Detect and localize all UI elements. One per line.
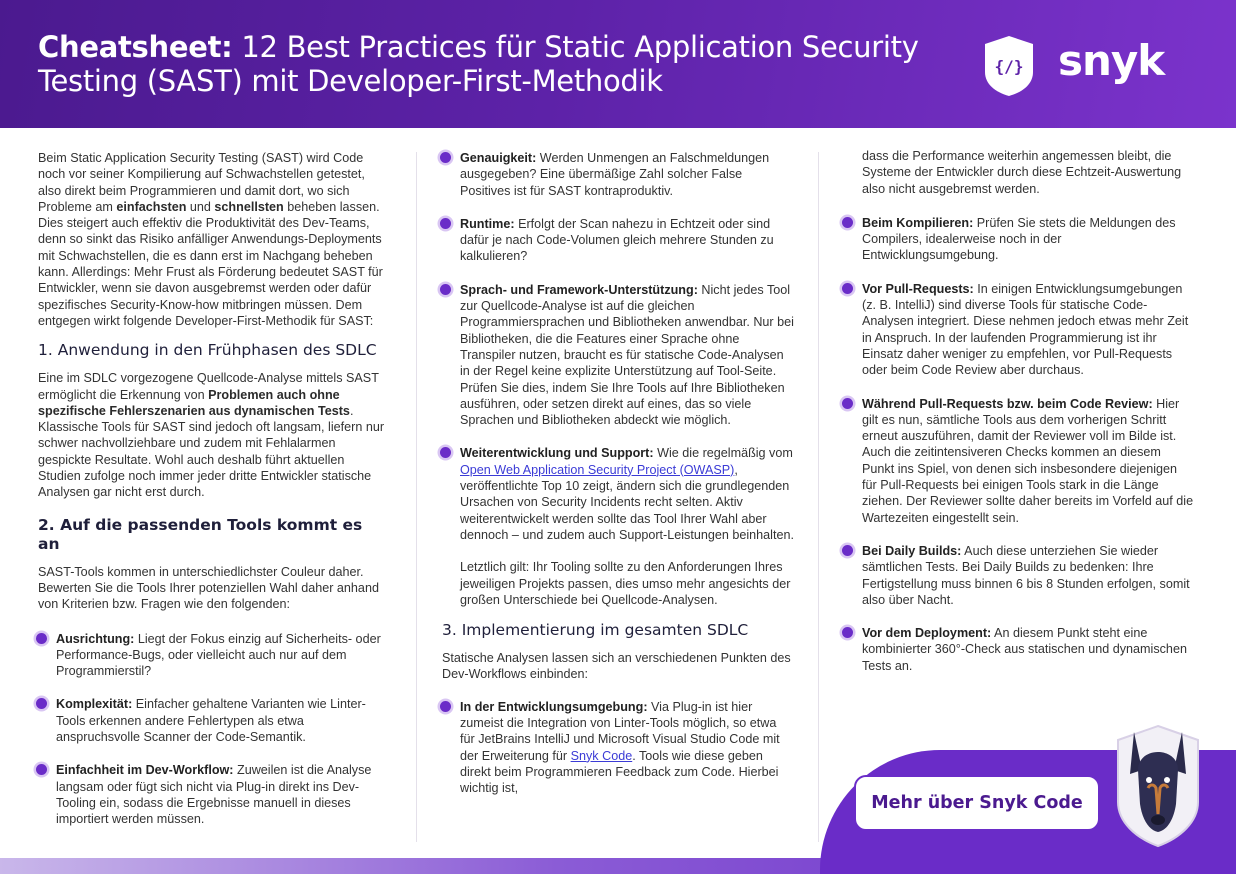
- section-heading-3: 3. Implementierung im gesamten SDLC: [442, 621, 749, 640]
- header-banner: [0, 0, 1236, 128]
- bullet-einfachheit: Einfachheit im Dev-Workflow: Zuweilen ist die Analyse langsam oder fügt sich nicht via Plug-in direkt ins Dev-Tooling ein, sodass die Ergebnisse manuell in dieses importiert werden müssen.: [38, 762, 388, 827]
- column-1: [38, 150, 388, 845]
- bullet-code-review: Während Pull-Requests bzw. beim Code Review: Hier gilt es nun, sämtliche Tools aus dem vorherigen Schritt erneut auszuführen, damit der Reviewer voll im Bilde ist. Auch die zeitintensiveren Checks kommen an diesem Punkt ins Spiel, von denen sich insbesondere diejenigen für Pull-Requests bei einigen Tools stark in die Länge ziehen. Der Reviewer sollte daher bereits im Vorfeld auf die Wartezeiten eingestellt sein.: [844, 396, 1194, 526]
- bullet-komplexitaet: Komplexität: Einfacher gehaltene Varianten wie Linter-Tools erkennen andere Fehlertypen als etwa anspruchsvolle Scanner der Code-Semantik.: [38, 696, 388, 745]
- bullet-deployment: Vor dem Deployment: An diesem Punkt steht eine kombinierter 360°-Check aus statischen und dynamischen Tests an.: [844, 625, 1194, 674]
- continued-text: dass die Performance weiterhin angemessen bleibt, die Systeme der Entwickler durch diese Echtzeit-Auswertung also nicht ausgebremst werden.: [862, 149, 1182, 196]
- title-text: 12 Best Practices für Static Application Security Testing (SAST) mit Developer-First-Methodik: [38, 30, 919, 98]
- bullet-daily-builds: Bei Daily Builds: Auch diese unterziehen Sie wieder sämtlichen Tests. Bei Daily Builds zu bedenken: Ihre Fertigstellung muss binnen 6 bis 8 Stunden erfolgen, somit also über Nacht.: [844, 543, 1194, 608]
- bullet-dot-icon: [842, 217, 853, 228]
- owasp-link[interactable]: Open Web Application Security Project (OWASP): [460, 462, 735, 477]
- page-title: [38, 30, 938, 98]
- bullet-dot-icon: [440, 218, 451, 229]
- bullet-dot-icon: [842, 627, 853, 638]
- column-2: [442, 150, 794, 814]
- cta-button[interactable]: Mehr über Snyk Code: [854, 775, 1100, 831]
- bullet-dot-icon: [36, 633, 47, 644]
- bullet-dot-icon: [842, 398, 853, 409]
- bullet-dot-icon: [440, 152, 451, 163]
- section-heading-2: 2. Auf die passenden Tools kommt es an: [38, 515, 363, 553]
- conclusion-text: Letztlich gilt: Ihr Tooling sollte zu den Anforderungen Ihres jeweiligen Projekts passen, dies umso mehr angesichts der großen Unterschiede bei Quellcode-Analysen.: [460, 560, 791, 607]
- bullet-dot-icon: [842, 545, 853, 556]
- doberman-mascot-icon: [1112, 718, 1204, 848]
- bullet-genauigkeit: Genauigkeit: Werden Unmengen an Falschmeldungen ausgegeben? Eine übermäßige Zahl solcher False Positives ist für SAST kontraproduktiv.: [442, 150, 794, 199]
- bullet-runtime: Runtime: Erfolgt der Scan nahezu in Echtzeit oder sind dafür je nach Code-Volumen gleich mehrere Stunden zu kalkulieren?: [442, 216, 794, 265]
- section-1-text: Eine im SDLC vorgezogene Quellcode-Analyse mittels SAST ermöglicht die Erkennung von Problemen auch ohne spezifische Fehlerszenarien aus dynamischen Tests. Klassische Tools für SAST sind jedoch oft langsam, liefern nur schwer nachvollziehbare und zudem mit Fehlalarmen gespickte Resultate. Wohl auch deshalb führt aktuellen Studien zufolge noch immer jeder dritte Entwickler statische Analysen gar nicht erst durch.: [38, 371, 385, 500]
- bullet-dot-icon: [36, 698, 47, 709]
- section-2-text: SAST-Tools kommen in unterschiedlichster Couleur daher. Bewerten Sie die Tools Ihrer potenziellen Wahl daher anhand von Kriterien bzw. Fragen wie den folgenden:: [38, 564, 379, 612]
- bullet-dot-icon: [440, 447, 451, 458]
- intro-paragraph: Beim Static Application Security Testing (SAST) wird Code noch vor seiner Kompilierung auf Schwachstellen getestet, also direkt beim Programmieren und damit dort, wo sich Probleme am einfachsten und schnellsten beheben lassen. Dies steigert auch effektiv die Produktivität des Dev-Teams, denn so sinkt das Risiko anfälliger Anwendungs-Deployments mit Schwachstellen, die es dann erst im Nachgang beheben kann. Allerdings: Mehr Frust als Förderung bedeutet SAST für Entwickler, wenn sie davon ausgebremst werden oder dafür spezifisches Security-Know-how mitbringen müssen. Dem entgegen wirkt folgende Developer-First-Methodik für SAST:: [38, 151, 383, 328]
- snyk-shield-logo: [983, 34, 1035, 98]
- bullet-ausrichtung: Ausrichtung: Liegt der Fokus einzig auf Sicherheits- oder Performance-Bugs, oder vielleicht auch nur auf dem Programmierstil?: [38, 631, 388, 680]
- bullet-entwicklungsumgebung: In der Entwicklungsumgebung: Via Plug-in ist hier zumeist die Integration von Linter-Tools möglich, so etwa für JetBrains IntelliJ und Microsoft Visual Studio Code mit der Erweiterung für Snyk Code. Tools wie diese geben direkt beim Programmieren Feedback zum Code. Hierbei wichtig ist,: [442, 699, 794, 797]
- bullet-dot-icon: [36, 764, 47, 775]
- bullet-vor-pull-requests: Vor Pull-Requests: In einigen Entwicklungsumgebungen (z. B. IntelliJ) sind diverse Tools für statische Code-Analysen integriert. Diese nehmen jedoch etwas mehr Zeit in Anspruch. In der laufenden Programmierung ist ihr Einsatz daher weniger zu empfehlen, vor Pull-Requests oder beim Code Review aber durchaus.: [844, 281, 1194, 379]
- column-divider-1: [416, 152, 417, 842]
- section-heading-1: 1. Anwendung in den Frühphasen des SDLC: [38, 341, 377, 360]
- column-3: [844, 148, 1194, 691]
- column-divider-2: [818, 152, 819, 842]
- brand-name: snyk: [1058, 36, 1165, 85]
- title-prefix: Cheatsheet:: [38, 30, 233, 64]
- bullet-dot-icon: [842, 283, 853, 294]
- snyk-code-link[interactable]: Snyk Code: [570, 748, 633, 763]
- bullet-weiterentwicklung: Weiterentwicklung und Support: Wie die regelmäßig vom Open Web Application Security Project (OWASP), veröffentlichte Top 10 zeigt, ändern sich die grundlegenden Ursachen von Security Incidents recht selten. Aktiv weiterentwickelt werden sollte das Tool Ihrer Wahl aber dennoch – und zudem auch Support-Leistungen beinhalten. Letztlich gilt: Ihr Tooling sollte zu den Anforderungen Ihres jeweiligen Projekts passen, dies umso mehr angesichts der großen Unterschiede bei Quellcode-Analysen.: [442, 445, 794, 608]
- bullet-kompilieren: Beim Kompilieren: Prüfen Sie stets die Meldungen des Compilers, idealerweise noch in der Entwicklungsumgebung.: [844, 215, 1194, 264]
- section-3-text: Statische Analysen lassen sich an verschiedenen Punkten des Dev-Workflows einbinden:: [442, 651, 791, 682]
- bullet-dot-icon: [440, 284, 451, 295]
- logo-glyph: {/}: [994, 57, 1024, 76]
- bullet-sprachen: Sprach- und Framework-Unterstützung: Nicht jedes Tool zur Quellcode-Analyse ist auf die gleichen Programmiersprachen und Bibliotheken anwendbar. Nur bei Bibliotheken, die die Features einer Sprache ohne Transpiler nutzen, braucht es für statische Code-Analysen in der Regel keine explizite Unterstützung auf Tool-Seite. Prüfen Sie dies, indem Sie Ihre Tools auf Ihre Bibliotheken ausführen, oder setzen direkt auf eines, das so viele Sprachen und Bibliotheken abdeckt wie möglich.: [442, 282, 794, 429]
- bullet-dot-icon: [440, 701, 451, 712]
